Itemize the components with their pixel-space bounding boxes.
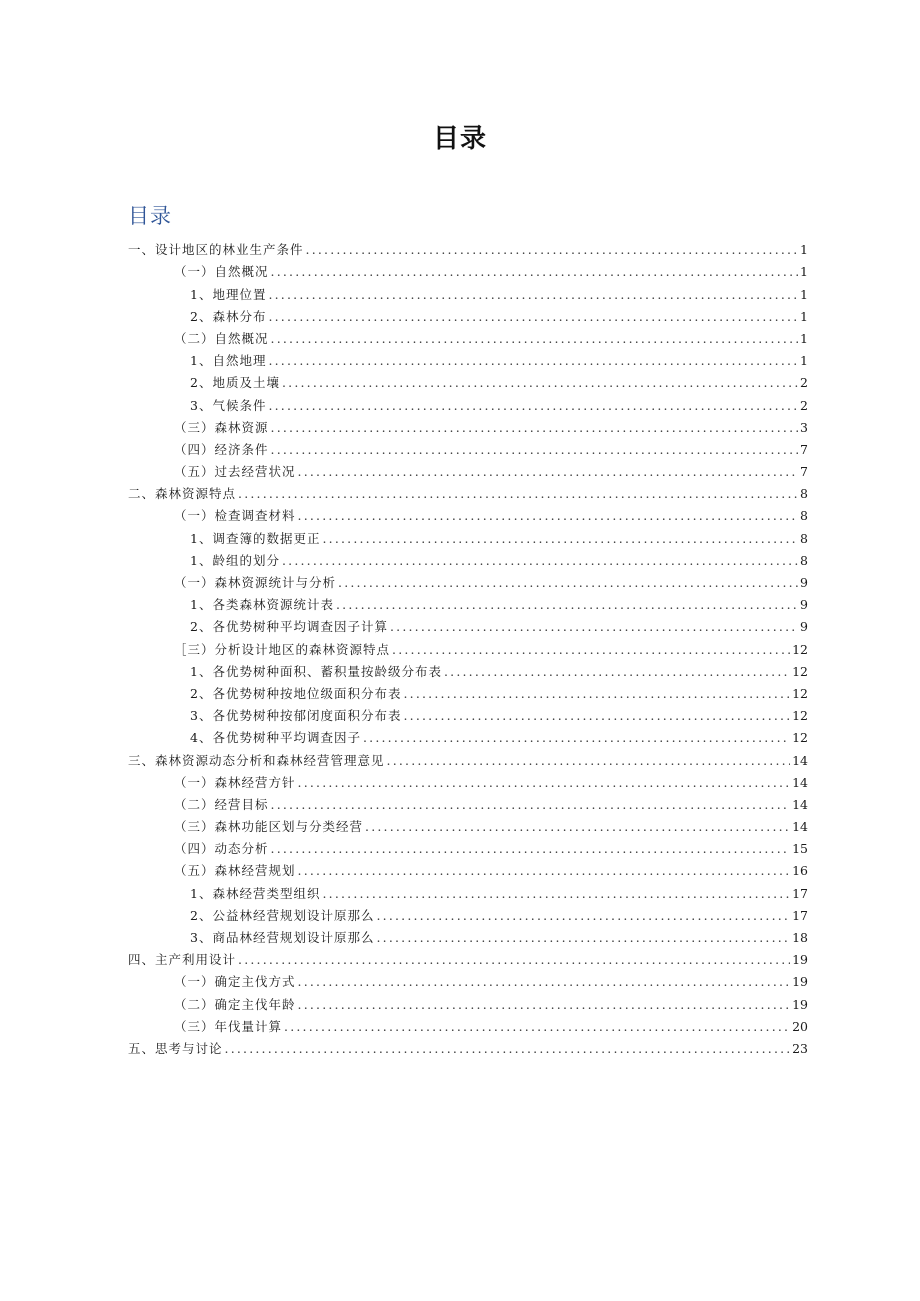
dot-leader [271,841,791,857]
toc-entry-title: 1、森林经营类型组织 [190,885,321,901]
toc-page-number: 19 [792,952,808,968]
toc-page-number: 19 [792,996,808,1012]
toc-entry-title: 1、各类森林资源统计表 [190,597,334,613]
toc-entry[interactable] [128,258,808,280]
toc-page-number: 19 [792,974,808,990]
toc-entry[interactable] [128,1013,808,1035]
toc-entry-title: 五、思考与讨论 [128,1040,223,1056]
dot-leader [225,1041,791,1057]
dot-leader [271,797,791,813]
toc-entry-title: 2、各优势树种按地位级面积分布表 [190,685,402,701]
dot-leader [306,242,798,258]
dot-leader [298,974,791,990]
toc-page-number: 1 [800,330,808,346]
toc-entry-title: ［三）分析设计地区的森林资源特点 [174,641,391,657]
toc-entry[interactable] [128,436,808,458]
toc-entry-title: 3、商品林经营规划设计原那么 [190,930,375,945]
dot-leader [282,553,798,569]
toc-page-number: 23 [792,1040,808,1056]
toc-page-number: 17 [792,907,808,923]
dot-leader [298,508,798,524]
dot-leader [238,952,790,968]
toc-page-number: 8 [800,508,808,524]
dot-leader [376,930,790,946]
dot-leader [363,730,790,746]
toc-entry-title: 三、森林资源动态分析和森林经营管理意见 [128,752,385,768]
dot-leader [336,597,798,613]
dot-leader [390,619,798,635]
toc-entry[interactable] [128,547,808,569]
dot-leader [322,886,790,902]
toc-entry[interactable] [128,902,808,924]
toc-page-number: 15 [792,841,808,857]
toc-entry[interactable] [128,791,808,813]
toc-page-number: 17 [792,885,808,901]
toc-page-number: 14 [792,752,808,768]
dot-leader [376,908,790,924]
toc-entry-title: 2、地质及土壤 [190,375,280,391]
toc-entry[interactable] [128,303,808,325]
toc-page-number: 2 [800,375,808,391]
toc-page-number: 12 [792,685,808,701]
toc-entry[interactable] [128,613,808,635]
toc-page-number: 14 [792,774,808,790]
toc-page-number: 1 [800,308,808,324]
dot-leader [338,575,798,591]
toc-page-number: 14 [792,796,808,812]
toc-entry-title: 1、龄组的划分 [190,552,280,568]
toc-entry-title: （一）森林经营方针 [174,774,296,790]
toc-page-number: 12 [792,641,808,657]
toc-entry[interactable] [128,569,808,591]
toc-entry[interactable] [128,1035,808,1057]
toc-page-number: 9 [800,597,808,613]
toc-entry[interactable] [128,347,808,369]
toc-entry-title: 3、气候条件 [190,397,267,413]
toc-page-number: 9 [800,575,808,590]
toc-entry-title: （三）森林功能区划与分类经营 [174,819,364,835]
toc-entry[interactable] [128,835,808,857]
dot-leader [298,997,791,1013]
toc-entry[interactable] [128,658,808,680]
dot-leader [365,819,790,835]
toc-entry[interactable] [128,680,808,702]
toc-entry[interactable] [128,391,808,413]
toc-entry-title: 1、各优势树种面积、蓄积量按龄级分布表 [190,663,442,679]
dot-leader [298,775,791,791]
toc-entry[interactable] [128,746,808,768]
toc-page-number: 1 [800,353,808,369]
toc-entry-title: （五）过去经营状况 [174,464,296,480]
toc-entry[interactable] [128,769,808,791]
table-of-contents [128,236,808,1057]
toc-entry-title: （五）森林经营规划 [174,863,296,879]
dot-leader [268,353,798,369]
dot-leader [444,664,790,680]
toc-entry-title: （一）自然概况 [174,264,269,280]
dot-leader [282,375,798,391]
dot-leader [403,686,790,702]
dot-leader [298,863,791,879]
toc-entry-title: （一）检查调查材料 [174,508,296,524]
toc-entry[interactable] [128,724,808,746]
toc-entry[interactable] [128,414,808,436]
toc-entry-title: 2、公益林经营规划设计原那么 [190,907,375,923]
toc-entry[interactable] [128,924,808,946]
dot-leader [268,309,798,325]
toc-page-number: 7 [800,441,808,457]
toc-page-number: 8 [800,530,808,546]
toc-entry-title: 1、自然地理 [190,353,267,369]
dot-leader [271,420,798,436]
toc-entry[interactable] [128,458,808,480]
toc-entry-title: （四）动态分析 [174,841,269,857]
toc-page-number: 9 [800,619,808,635]
toc-page-number: 12 [792,663,808,679]
toc-entry-title: 2、各优势树种平均调查因子计算 [190,619,388,635]
toc-entry-title: 4、各优势树种平均调查因子 [190,730,361,746]
toc-entry-title: 四、主产利用设计 [128,952,237,968]
toc-entry-title: 1、调查簿的数据更正 [190,530,321,546]
toc-entry-title: （二）经营目标 [174,796,269,812]
toc-entry[interactable] [128,236,808,258]
toc-page-number: 12 [792,708,808,724]
dot-leader [387,753,791,769]
toc-entry-title: 1、地理位置 [190,286,267,302]
toc-page-number: 16 [792,863,808,879]
dot-leader [392,642,790,658]
dot-leader [271,442,798,458]
toc-entry-title: （二）自然概况 [174,330,269,346]
toc-entry[interactable] [128,591,808,613]
toc-entry[interactable] [128,702,808,724]
toc-entry-title: （三）森林资源 [174,419,269,435]
toc-entry[interactable] [128,946,808,968]
toc-page-number: 18 [792,930,808,945]
toc-entry-title: （三）年伐量计算 [174,1018,283,1034]
dot-leader [322,531,798,547]
toc-entry[interactable] [128,990,808,1012]
dot-leader [271,331,798,347]
toc-page-number: 20 [792,1018,808,1034]
toc-entry[interactable] [128,502,808,524]
dot-leader [284,1019,790,1035]
toc-page-number: 8 [800,552,808,568]
toc-entry[interactable] [128,879,808,901]
toc-page-number: 14 [792,819,808,835]
dot-leader [268,287,798,303]
toc-page-number: 1 [800,264,808,280]
toc-entry[interactable] [128,369,808,391]
toc-entry[interactable] [128,280,808,302]
dot-leader [403,708,790,724]
toc-page-number: 3 [800,419,808,435]
toc-entry[interactable] [128,813,808,835]
toc-entry-title: （一）确定主伐方式 [174,974,296,990]
toc-entry-title: 2、森林分布 [190,308,267,324]
toc-entry-title: 二、森林资源特点 [128,486,237,502]
dot-leader [268,398,798,414]
toc-page-number: 1 [800,242,808,258]
toc-entry[interactable] [128,480,808,502]
toc-entry-title: （一）森林资源统计与分析 [174,575,337,590]
toc-entry[interactable] [128,857,808,879]
dot-leader [238,486,798,502]
toc-entry[interactable] [128,635,808,657]
toc-entry-title: （四）经济条件 [174,441,269,457]
toc-entry-title: （二）确定主伐年龄 [174,996,296,1012]
toc-entry-title: 3、各优势树种按郁闭度面积分布表 [190,708,402,724]
dot-leader [271,264,798,280]
toc-entry[interactable] [128,325,808,347]
toc-page-number: 2 [800,397,808,413]
toc-page-number: 8 [800,486,808,502]
toc-heading: 目录 [128,204,172,228]
toc-entry[interactable] [128,968,808,990]
toc-page-number: 7 [800,464,808,480]
dot-leader [298,464,798,480]
page-title: 目录 [432,124,487,154]
toc-page-number: 12 [792,730,808,746]
toc-page-number: 1 [800,286,808,302]
toc-entry[interactable] [128,524,808,546]
toc-entry-title: 一、设计地区的林业生产条件 [128,242,304,258]
